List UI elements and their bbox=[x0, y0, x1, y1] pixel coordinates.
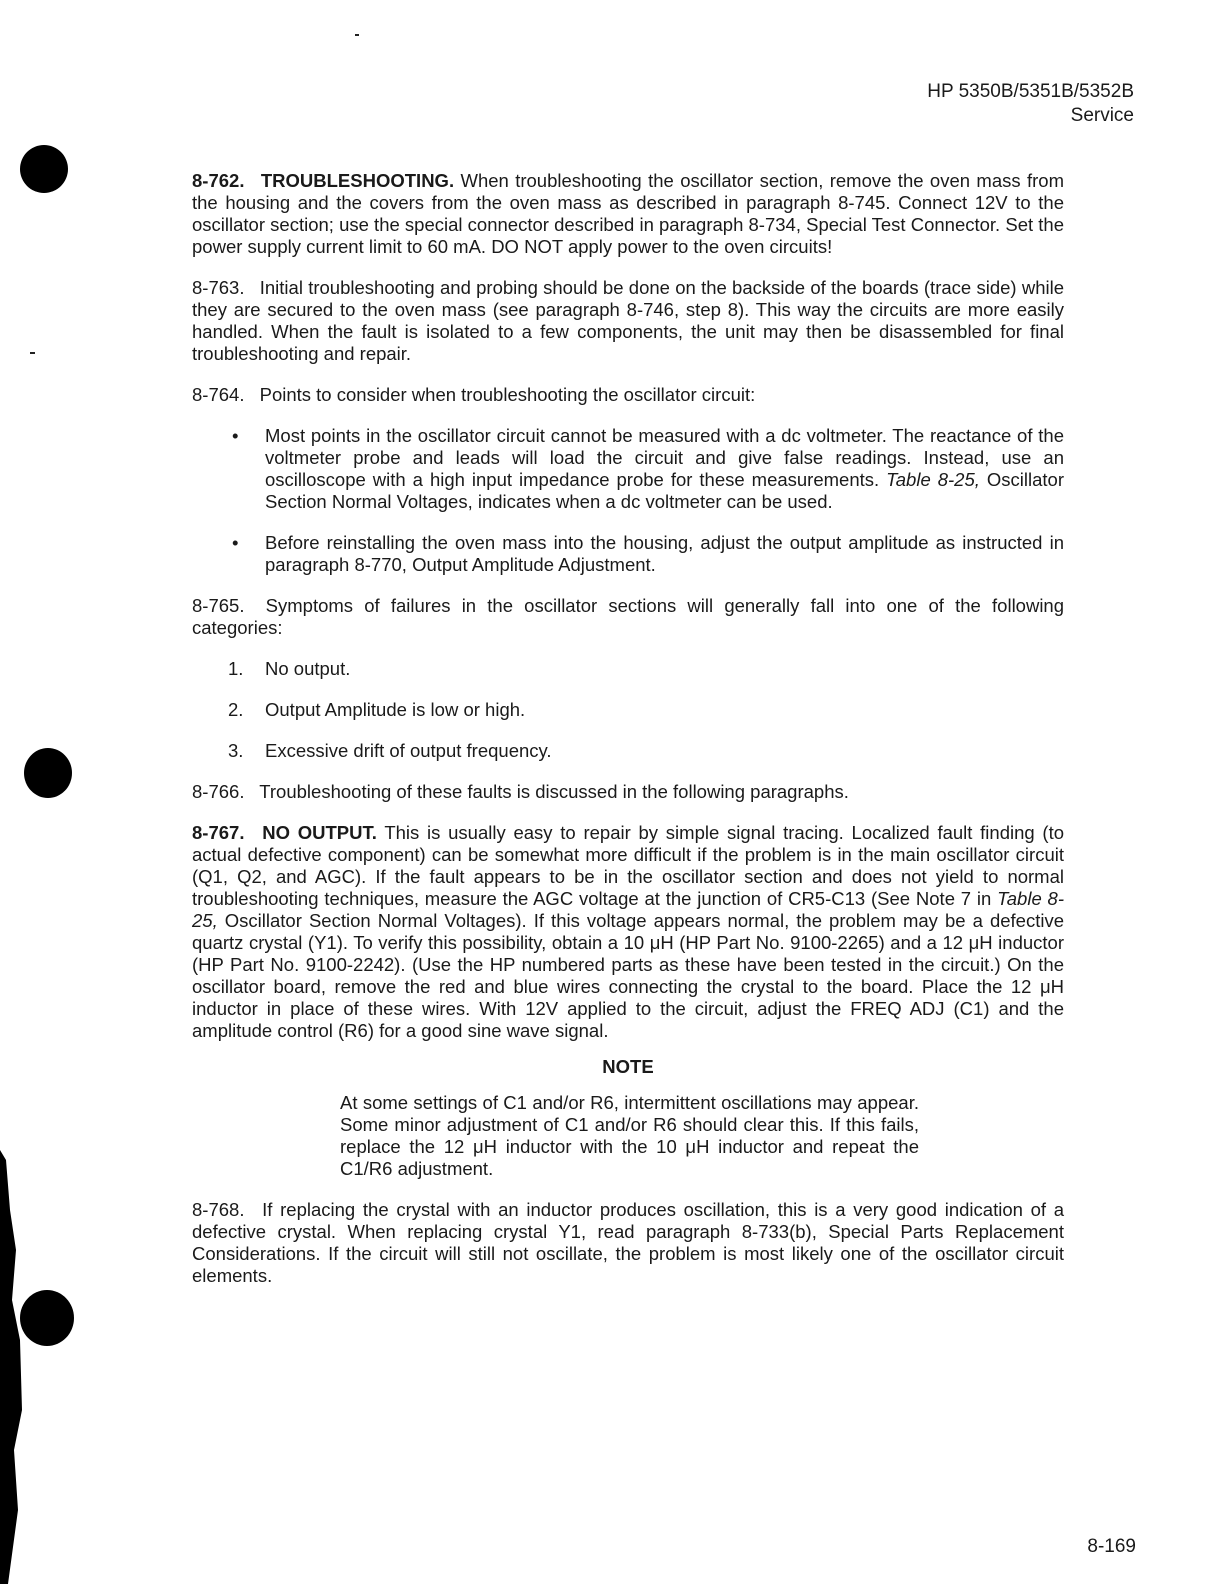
list-number: 1. bbox=[228, 658, 244, 679]
paragraph-number: 8-763. bbox=[192, 277, 245, 298]
paragraph-8-764 bbox=[192, 384, 1064, 406]
failure-categories-list bbox=[192, 658, 1064, 762]
note-body: At some settings of C1 and/or R6, intermittent oscillations may appear. Some minor adjustment of C1 and/or R6 should clear this. If this fails, replace the 12 μH inductor with the 10 μH inductor and repeat the C1/R6 adjustment. bbox=[340, 1092, 919, 1179]
bullet-icon: • bbox=[232, 425, 239, 446]
list-item: 3. Excessive drift of output frequency. bbox=[228, 740, 552, 761]
paragraph-text: This is usually easy to repair by simple signal tracing. Localized fault finding (to actual defective component) can be somewhat more difficult if the problem is in the main oscillator circuit (Q1, Q2, and AGC). If the fault appears to be in the oscillator section and does not yield to normal troubleshooting techniques, measure the AGC voltage at the junction of CR5-C13 (See Note 7 in bbox=[192, 822, 1065, 909]
paragraph-text: Troubleshooting of these faults is discussed in the following paragraphs. bbox=[259, 781, 849, 802]
list-item: • Before reinstalling the oven mass into the housing, adjust the output amplitude as instructed in paragraph 8-770, Output Amplitude Adjustment. bbox=[232, 532, 1064, 575]
page-body bbox=[192, 170, 1064, 1306]
paragraph-number: 8-766. bbox=[192, 781, 245, 802]
paragraph-number: 8-767. bbox=[192, 822, 245, 843]
header-model: HP 5350B/5351B/5352B bbox=[927, 81, 1134, 102]
paragraph-8-767 bbox=[192, 822, 1064, 1042]
list-number: 3. bbox=[228, 740, 244, 761]
paragraph-number: 8-765. bbox=[192, 595, 245, 616]
note-title: NOTE bbox=[602, 1056, 654, 1077]
paragraph-text: Points to consider when troubleshooting the oscillator circuit: bbox=[259, 384, 756, 405]
considerations-list bbox=[192, 425, 1064, 576]
paragraph-text: If replacing the crystal with an inductor produces oscillation, this is a very good indication of a defective crystal. When replacing crystal Y1, read paragraph 8-733(b), Special Parts Replacement Considerations. If the circuit will still not oscillate, the problem is most likely one of the oscillator circuit elements. bbox=[192, 1199, 1064, 1286]
paragraph-text: When troubleshooting the oscillator section, remove the oven mass from the housing and the covers from the oven mass as described in paragraph 8-745. Connect 12V to the oscillator section; use the special connector described in paragraph 8-734, Special Test Connector. Set the power supply current limit to 60 mA. DO NOT apply power to the oven circuits! bbox=[192, 170, 1064, 257]
punch-hole-top bbox=[20, 145, 68, 193]
paragraph-heading: NO OUTPUT. bbox=[262, 822, 377, 843]
paragraph-8-762 bbox=[192, 170, 1064, 258]
paragraph-number: 8-764. bbox=[192, 384, 245, 405]
paragraph-number: 8-762. bbox=[192, 170, 245, 191]
list-number: 2. bbox=[228, 699, 244, 720]
page-number: 8-169 bbox=[1087, 1536, 1136, 1557]
paragraph-8-766 bbox=[192, 781, 1064, 803]
page-header bbox=[927, 80, 1134, 128]
paragraph-text: Initial troubleshooting and probing should be done on the backside of the boards (trace side) while they are secured to the oven mass (see paragraph 8-746, step 8). This way the circuits are more easily handled. When the fault is isolated to a few components, the unit may then be disassembled for final troubleshooting and repair. bbox=[192, 277, 1064, 364]
list-item: • Most points in the oscillator circuit cannot be measured with a dc voltmeter. The reactance of the voltmeter probe and leads will load the circuit and give false readings. Instead, use an oscilloscope with a high input impedance probe for these measurements. Table 8-25, Oscillator Section Normal Voltages, indicates when a dc voltmeter can be used. bbox=[232, 425, 1065, 512]
bullet-icon: • bbox=[232, 532, 239, 553]
list-item: 1. No output. bbox=[228, 658, 351, 679]
scan-speck bbox=[355, 34, 359, 36]
table-reference: Table 8-25, bbox=[192, 888, 1065, 931]
binding-edge-shadow bbox=[0, 1150, 30, 1584]
scan-speck bbox=[30, 352, 35, 354]
paragraph-heading: TROUBLESHOOTING. bbox=[260, 170, 455, 191]
paragraph-8-765 bbox=[192, 595, 1064, 639]
table-reference: Table 8-25, bbox=[886, 469, 980, 490]
paragraph-text: Oscillator Section Normal Voltages). If this voltage appears normal, the problem may be a defective quartz crystal (Y1). To verify this possibility, obtain a 10 μH (HP Part No. 9100-2265) and a 12 μH inductor (HP Part No. 9100-2242). (Use the HP numbered parts as these have been tested in the circuit.) On the oscillator board, remove the red and blue wires connecting the crystal to the board. Place the 12 μH inductor in place of these wires. With 12V applied to the circuit, adjust the FREQ ADJ (C1) and the amplitude control (R6) for a good sine wave signal. bbox=[192, 910, 1064, 1041]
punch-hole-middle bbox=[24, 748, 72, 798]
paragraph-text: Symptoms of failures in the oscillator sections will generally fall into one of the following categories: bbox=[192, 595, 1065, 638]
paragraph-number: 8-768. bbox=[192, 1199, 245, 1220]
paragraph-8-768 bbox=[192, 1199, 1064, 1287]
paragraph-8-763 bbox=[192, 277, 1064, 365]
list-item: 2. Output Amplitude is low or high. bbox=[228, 699, 526, 720]
header-section: Service bbox=[1070, 105, 1134, 126]
